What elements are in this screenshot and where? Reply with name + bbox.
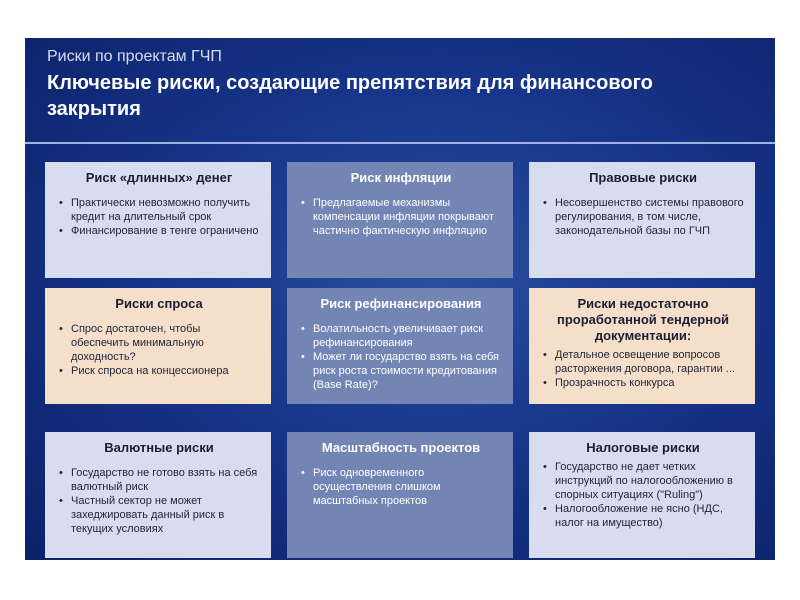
card-bullets [541, 196, 745, 238]
card-bullet: • Спрос достаточен, чтобы обеспечить минимальную доходность? [59, 322, 261, 364]
card-bullets [299, 196, 503, 238]
card-bullets [57, 466, 261, 536]
card-bullet: • Частный сектор не может захеджировать данный риск в текущих условиях [59, 494, 261, 536]
slide-header [25, 38, 775, 144]
card-title: Валютные риски [104, 440, 214, 455]
card-bullet: • Финансирование в тенге ограничено [59, 224, 261, 238]
risk-card-demand [45, 288, 271, 404]
card-title: Правовые риски [589, 170, 697, 185]
card-bullet: • Государство не дает четких инструкций по налогообложению в спорных ситуациях ("Ruling") [543, 460, 745, 502]
card-bullet: • Государство не готово взять на себя валютный риск [59, 466, 261, 494]
slide-subtitle: Риски по проектам ГЧП [47, 48, 222, 65]
risk-card-project-scale [287, 432, 513, 558]
risk-card-legal [529, 162, 755, 278]
card-bullet: • Практически невозможно получить кредит на длительный срок [59, 196, 261, 224]
risk-card-long-money [45, 162, 271, 278]
card-title: Риск «длинных» денег [85, 170, 233, 185]
card-bullets [57, 196, 261, 238]
card-bullet: • Несовершенство системы правового регулирования, в том числе, законодательной базы по ГЧП [543, 196, 745, 238]
card-bullet: • Прозрачность конкурса [543, 376, 745, 390]
risk-card-refinancing [287, 288, 513, 404]
card-title: Налоговые риски [586, 440, 700, 455]
card-bullet: • Налогообложение не ясно (НДС, налог на имущество) [543, 502, 745, 530]
risk-card-tax [529, 432, 755, 558]
card-title: Риск инфляции [350, 170, 452, 185]
card-title: Масштабность проектов [321, 440, 481, 455]
card-bullets [541, 460, 745, 530]
card-bullets [299, 466, 503, 508]
card-bullet: • Риск одновременного осуществления слишком масштабных проектов [301, 466, 503, 508]
card-bullets [57, 322, 261, 378]
card-bullets [541, 348, 745, 390]
card-title: Риски недостаточно проработанной тендерной документации: [556, 296, 730, 343]
slide-title: Ключевые риски, создающие препятствия для финансового закрытия [47, 72, 653, 120]
risk-card-currency [45, 432, 271, 558]
card-bullets [299, 322, 503, 392]
card-bullet: • Волатильность увеличивает риск рефинансирования [301, 322, 503, 350]
card-bullet: • Предлагаемые механизмы компенсации инфляции покрывают частично фактическую инфляцию [301, 196, 503, 238]
card-bullet: • Риск спроса на концессионера [59, 364, 261, 378]
card-title: Риск рефинансирования [320, 296, 482, 311]
card-bullet: • Может ли государство взять на себя риск роста стоимости кредитования (Base Rate)? [301, 350, 503, 392]
risk-card-inflation [287, 162, 513, 278]
risk-card-tender-docs [529, 288, 755, 404]
header-divider [25, 142, 775, 144]
slide [25, 38, 775, 560]
card-title: Риски спроса [115, 296, 203, 311]
card-bullet: • Детальное освещение вопросов расторжения договора, гарантии ... [543, 348, 745, 376]
